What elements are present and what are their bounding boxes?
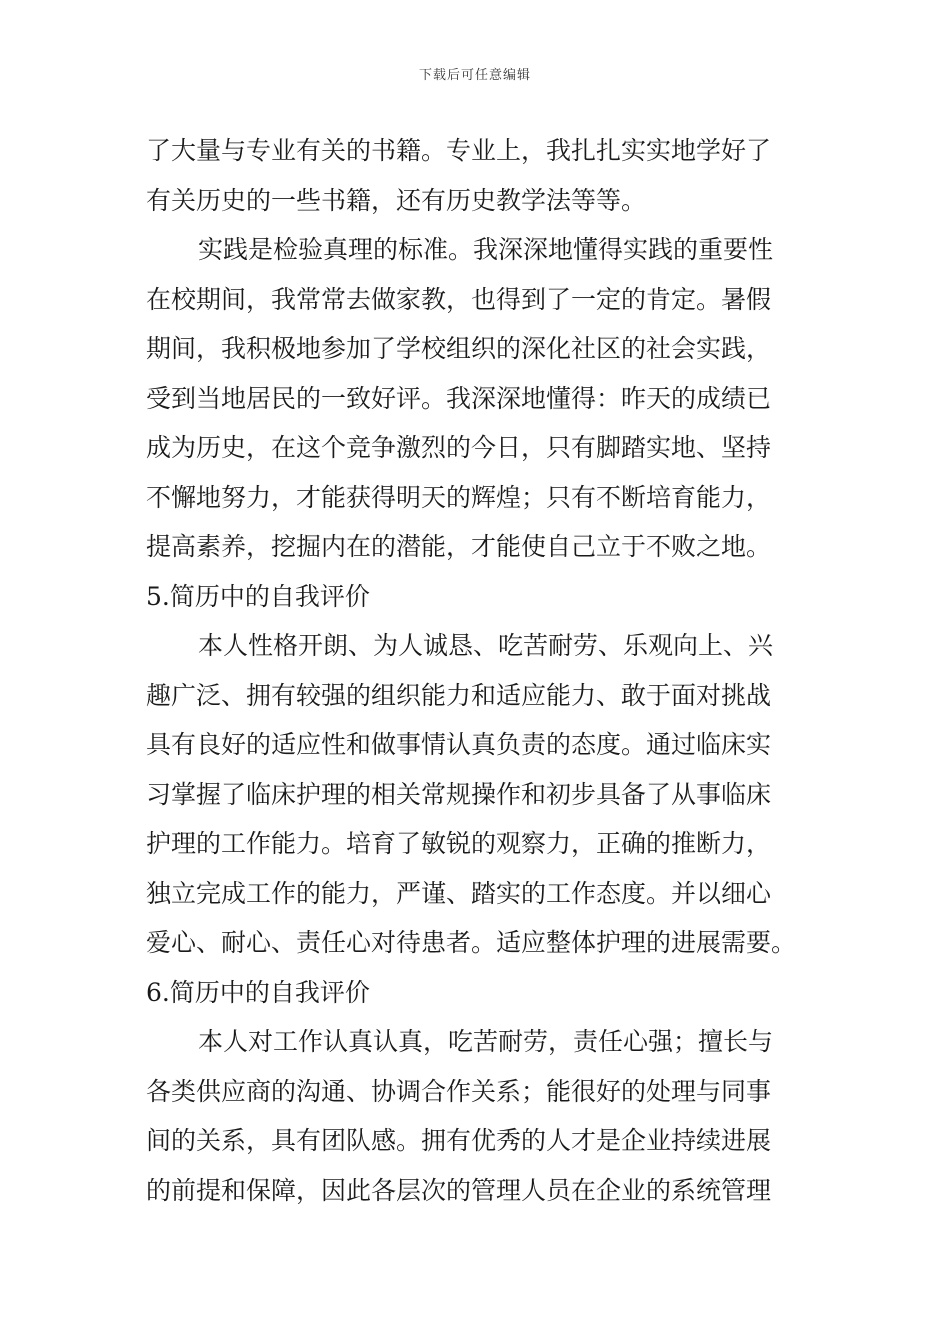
paragraph-start-line: 实践是检验真理的标准。我深深地懂得实践的重要性	[198, 235, 774, 264]
text-line: 间的关系，具有团队感。拥有优秀的人才是企业持续进展	[146, 1126, 772, 1155]
text-line: 受到当地居民的一致好评。我深深地懂得：昨天的成绩已	[146, 383, 772, 413]
text-line: 在校期间，我常常去做家教，也得到了一定的肯定。暑假	[146, 284, 772, 314]
text-line: 具有良好的适应性和做事情认真负责的态度。通过临床实	[146, 730, 772, 759]
text-line: 期间，我积极地参加了学校组织的深化社区的社会实践，	[146, 334, 772, 363]
text-line: 提高素养，挖掘内在的潜能，才能使自己立于不败之地。	[146, 532, 772, 561]
section-heading: 6.简历中的自我评价	[146, 977, 370, 1007]
text-line: 各类供应商的沟通、协调合作关系；能很好的处理与同事	[146, 1076, 772, 1106]
text-line: 的前提和保障，因此各层次的管理人员在企业的系统管理	[146, 1175, 772, 1205]
text-line: 护理的工作能力。培育了敏锐的观察力，正确的推断力，	[146, 829, 772, 858]
text-line: 成为历史，在这个竞争激烈的今日，只有脚踏实地、坚持	[146, 433, 772, 462]
text-line: 爱心、耐心、责任心对待患者。适应整体护理的进展需要。	[146, 928, 797, 957]
page-header: 下载后可任意编辑	[418, 68, 531, 83]
text-line: 不懈地努力，才能获得明天的辉煌；只有不断培育能力，	[146, 482, 772, 512]
paragraph-start-line: 本人性格开朗、为人诚恳、吃苦耐劳、乐观向上、兴	[198, 631, 774, 660]
section-heading: 5.简历中的自我评价	[146, 581, 370, 611]
text-line: 有关历史的一些书籍，还有历史教学法等等。	[146, 185, 647, 215]
document-body	[146, 126, 810, 1215]
text-line: 习掌握了临床护理的相关常规操作和初步具备了从事临床	[146, 779, 772, 809]
text-line: 独立完成工作的能力，严谨、踏实的工作态度。并以细心	[146, 878, 772, 908]
paragraph-start-line: 本人对工作认真认真，吃苦耐劳，责任心强；擅长与	[198, 1027, 774, 1056]
text-line: 了大量与专业有关的书籍。专业上，我扎扎实实地学好了	[146, 136, 772, 165]
text-line: 趣广泛、拥有较强的组织能力和适应能力、敢于面对挑战	[146, 680, 772, 710]
